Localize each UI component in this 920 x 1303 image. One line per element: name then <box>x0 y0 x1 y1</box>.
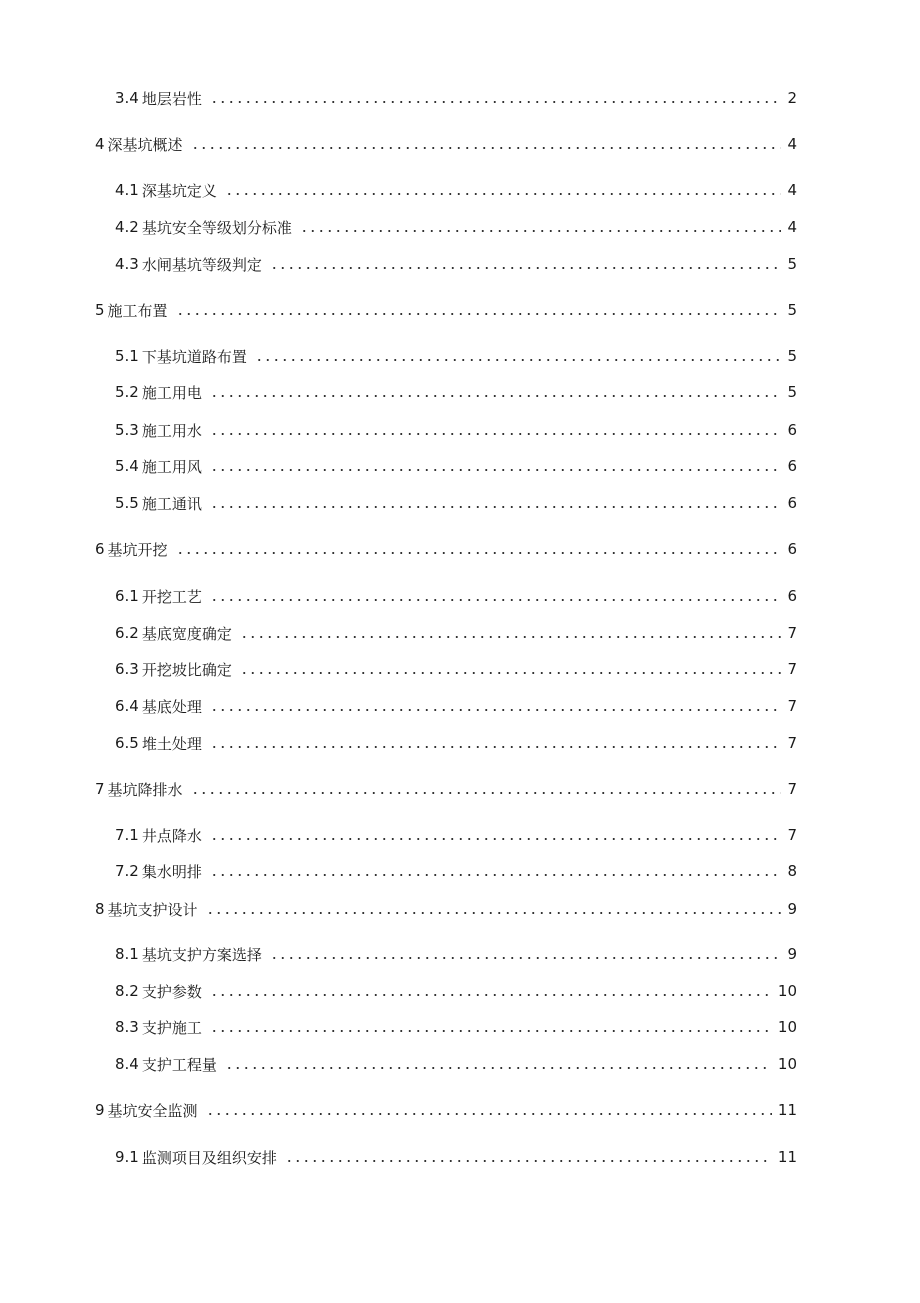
toc-entry[interactable] <box>115 657 797 681</box>
toc-entry-page: 7 <box>787 826 797 844</box>
toc-entry-number: 5.5 <box>115 494 139 512</box>
toc-entry-number: 9 <box>95 1101 105 1119</box>
toc-entry-title: 支护工程量 <box>141 1055 217 1074</box>
toc-entry-page: 4 <box>787 135 797 153</box>
toc-entry-title: 堆土处理 <box>141 734 202 753</box>
toc-entry-title: 基坑支护方案选择 <box>141 945 262 964</box>
toc-entry[interactable] <box>115 859 797 883</box>
toc-entry-number: 8.1 <box>115 945 139 963</box>
toc-entry[interactable] <box>115 1145 797 1169</box>
toc-entry-number: 8.3 <box>115 1018 139 1036</box>
toc-entry-page: 9 <box>787 945 797 963</box>
dot-leader <box>206 1104 772 1116</box>
toc-entry-page: 7 <box>787 780 797 798</box>
toc-entry-page: 10 <box>777 1018 797 1036</box>
toc-entry-number: 8 <box>95 900 105 918</box>
toc-entry-title: 施工用风 <box>141 457 202 476</box>
toc-entry-page: 7 <box>787 660 797 678</box>
toc-entry-number: 7 <box>95 780 105 798</box>
dot-leader <box>210 829 781 841</box>
toc-entry-page: 7 <box>787 697 797 715</box>
toc-entry[interactable] <box>115 731 797 755</box>
dot-leader <box>210 386 781 398</box>
toc-entry-title: 施工用水 <box>141 421 202 440</box>
toc-entry-page: 6 <box>787 587 797 605</box>
dot-leader <box>225 1058 772 1070</box>
toc-entry-title: 开挖工艺 <box>141 587 202 606</box>
toc-entry[interactable] <box>95 1098 797 1122</box>
toc-entry-number: 4.3 <box>115 255 139 273</box>
toc-entry[interactable] <box>95 132 797 156</box>
toc-entry-page: 6 <box>787 494 797 512</box>
dot-leader <box>210 1021 772 1033</box>
toc-entry-number: 6.1 <box>115 587 139 605</box>
dot-leader <box>270 948 781 960</box>
toc-entry-title: 下基坑道路布置 <box>141 347 247 366</box>
toc-entry-page: 6 <box>787 421 797 439</box>
toc-entry-number: 9.1 <box>115 1148 139 1166</box>
toc-entry-number: 3.4 <box>115 89 139 107</box>
dot-leader <box>285 1151 772 1163</box>
toc-entry-title: 支护施工 <box>141 1018 202 1037</box>
toc-entry-title: 支护参数 <box>141 982 202 1001</box>
dot-leader <box>191 783 781 795</box>
dot-leader <box>206 903 781 915</box>
toc-entry[interactable] <box>115 694 797 718</box>
toc-entry[interactable] <box>115 1052 797 1076</box>
toc-entry[interactable] <box>115 621 797 645</box>
dot-leader <box>210 865 781 877</box>
toc-entry-number: 7.1 <box>115 826 139 844</box>
toc-entry-number: 6 <box>95 540 105 558</box>
toc-entry-page: 9 <box>787 900 797 918</box>
toc-entry-number: 5.3 <box>115 421 139 439</box>
toc-entry-number: 8.2 <box>115 982 139 1000</box>
toc-entry[interactable] <box>115 252 797 276</box>
toc-entry-title: 基底处理 <box>141 697 202 716</box>
dot-leader <box>225 184 781 196</box>
toc-entry-number: 5.2 <box>115 383 139 401</box>
toc-entry[interactable] <box>115 1015 797 1039</box>
toc-entry-title: 监测项目及组织安排 <box>141 1148 277 1167</box>
dot-leader <box>210 700 781 712</box>
toc-entry-title: 基坑支护设计 <box>107 900 198 919</box>
toc-entry-number: 4.2 <box>115 218 139 236</box>
dot-leader <box>300 221 781 233</box>
dot-leader <box>191 138 781 150</box>
toc-entry-page: 5 <box>787 383 797 401</box>
dot-leader <box>210 92 781 104</box>
dot-leader <box>270 258 781 270</box>
toc-entry-title: 基坑安全监测 <box>107 1101 198 1120</box>
toc-entry-title: 基坑开挖 <box>107 540 168 559</box>
toc-entry-number: 6.5 <box>115 734 139 752</box>
toc-entry-number: 7.2 <box>115 862 139 880</box>
toc-entry-title: 集水明排 <box>141 862 202 881</box>
toc-entry-title: 深基坑定义 <box>141 181 217 200</box>
toc-entry-number: 5.1 <box>115 347 139 365</box>
dot-leader <box>210 590 781 602</box>
toc-entry-number: 6.3 <box>115 660 139 678</box>
toc-entry-page: 11 <box>777 1148 797 1166</box>
toc-entry[interactable] <box>115 823 797 847</box>
toc-entry[interactable] <box>115 215 797 239</box>
dot-leader <box>255 350 781 362</box>
toc-entry-number: 6.4 <box>115 697 139 715</box>
toc-entry[interactable] <box>115 418 797 442</box>
toc-entry[interactable] <box>95 537 797 561</box>
toc-entry[interactable] <box>115 979 797 1003</box>
toc-entry-page: 10 <box>777 1055 797 1073</box>
toc-entry-number: 5 <box>95 301 105 319</box>
toc-entry-page: 5 <box>787 347 797 365</box>
toc-entry-page: 7 <box>787 734 797 752</box>
toc-entry-page: 2 <box>787 89 797 107</box>
toc-entry[interactable] <box>115 86 797 110</box>
toc-entry-page: 7 <box>787 624 797 642</box>
toc-entry[interactable] <box>115 491 797 515</box>
dot-leader <box>210 497 781 509</box>
dot-leader <box>240 663 781 675</box>
dot-leader <box>210 985 772 997</box>
toc-entry-title: 水闸基坑等级判定 <box>141 255 262 274</box>
toc-entry-page: 5 <box>787 255 797 273</box>
dot-leader <box>240 627 781 639</box>
dot-leader <box>210 737 781 749</box>
toc-entry-number: 5.4 <box>115 457 139 475</box>
toc-entry-title: 基坑安全等级划分标准 <box>141 218 292 237</box>
toc-entry[interactable] <box>115 454 797 478</box>
toc-entry[interactable] <box>95 298 797 322</box>
toc-entry[interactable] <box>115 380 797 404</box>
toc-entry-page: 8 <box>787 862 797 880</box>
toc-entry-page: 11 <box>777 1101 797 1119</box>
toc-entry-page: 5 <box>787 301 797 319</box>
toc-entry[interactable] <box>115 942 797 966</box>
toc-entry[interactable] <box>115 344 797 368</box>
toc-entry-page: 6 <box>787 457 797 475</box>
dot-leader <box>176 543 781 555</box>
toc-entry-number: 8.4 <box>115 1055 139 1073</box>
toc-entry-number: 4 <box>95 135 105 153</box>
toc-entry-title: 基底宽度确定 <box>141 624 232 643</box>
toc-entry[interactable] <box>95 777 797 801</box>
toc-entry-number: 6.2 <box>115 624 139 642</box>
toc-entry-title: 施工用电 <box>141 383 202 402</box>
toc-entry-title: 开挖坡比确定 <box>141 660 232 679</box>
toc-entry-title: 井点降水 <box>141 826 202 845</box>
toc-entry-title: 基坑降排水 <box>107 780 183 799</box>
toc-entry-page: 4 <box>787 181 797 199</box>
toc-entry-number: 4.1 <box>115 181 139 199</box>
dot-leader <box>210 424 781 436</box>
dot-leader <box>176 304 781 316</box>
toc-entry[interactable] <box>115 584 797 608</box>
toc-entry-title: 施工布置 <box>107 301 168 320</box>
toc-entry-title: 施工通讯 <box>141 494 202 513</box>
toc-entry-title: 深基坑概述 <box>107 135 183 154</box>
toc-entry-page: 4 <box>787 218 797 236</box>
toc-entry-title: 地层岩性 <box>141 89 202 108</box>
toc-entry-page: 10 <box>777 982 797 1000</box>
dot-leader <box>210 460 781 472</box>
toc-entry-page: 6 <box>787 540 797 558</box>
toc-entry[interactable] <box>95 897 797 921</box>
toc-entry[interactable] <box>115 178 797 202</box>
